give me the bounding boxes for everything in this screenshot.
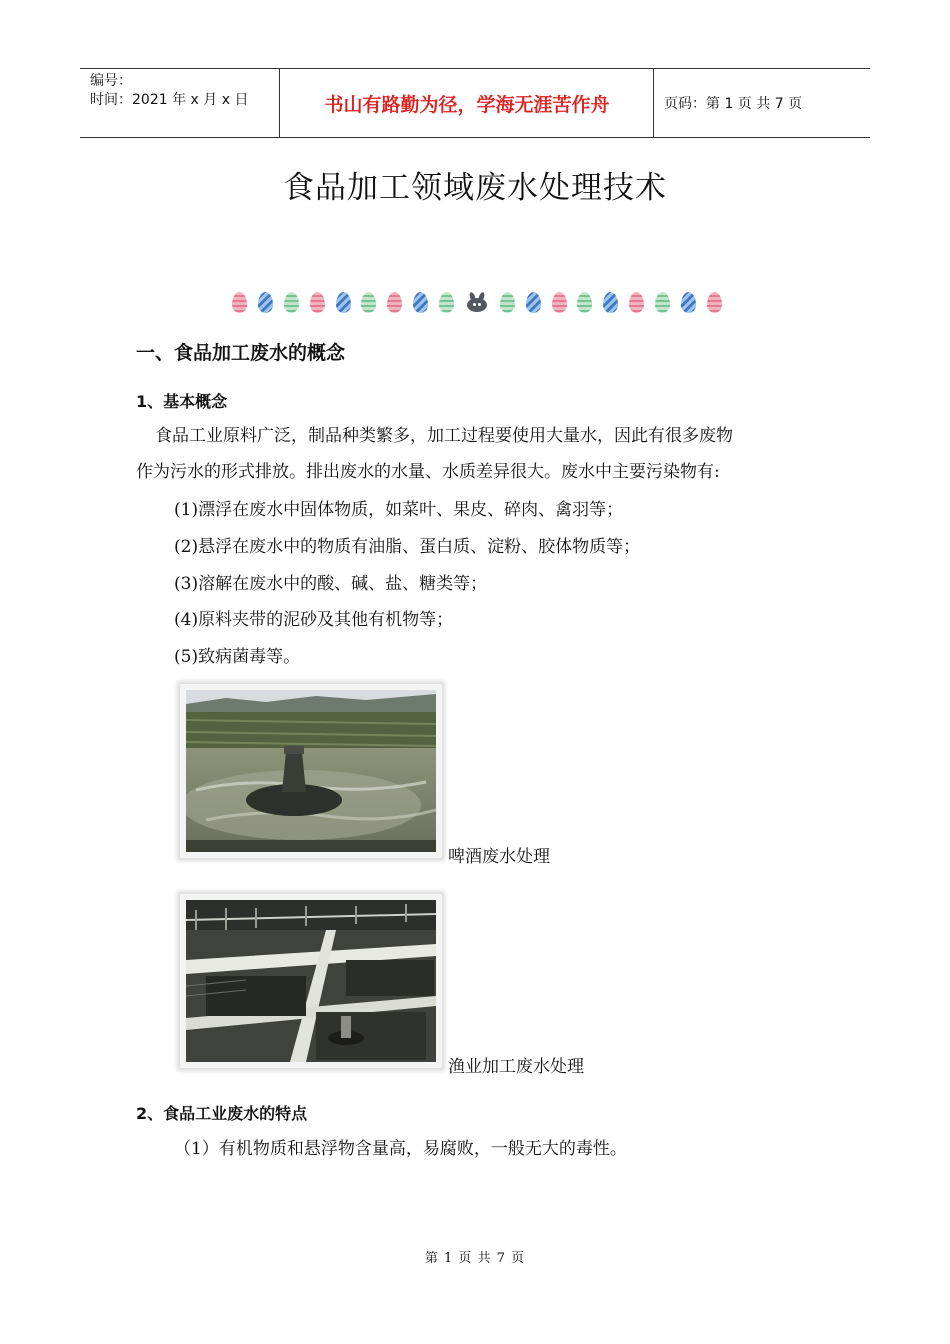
easter-egg-icon [310, 292, 325, 313]
header-info-cell [80, 69, 280, 137]
figure-caption: 啤酒废水处理 [448, 847, 550, 867]
list-item: (3)溶解在废水中的酸、碱、盐、糖类等； [174, 574, 488, 594]
easter-egg-icon [526, 292, 541, 313]
easter-egg-icon [681, 292, 696, 313]
easter-egg-icon [258, 292, 273, 313]
easter-egg-icon [361, 292, 376, 313]
fishery-wastewater-photo [180, 894, 442, 1068]
easter-egg-icon [284, 292, 299, 313]
easter-egg-icon [232, 292, 247, 313]
subsection-heading-characteristics: 2、食品工业废水的特点 [136, 1104, 308, 1123]
header-motto: 书山有路勤为径，学海无涯苦作舟 [281, 69, 654, 137]
list-item: (1)漂浮在废水中固体物质，如菜叶、果皮、碎肉、禽羽等； [174, 500, 624, 520]
easter-egg-icon [577, 292, 592, 313]
easter-egg-icon [707, 292, 722, 313]
number-label: 编号： [90, 73, 132, 89]
easter-egg-icon [500, 292, 515, 313]
paragraph-line-1: 食品工业原料广泛，制品种类繁多，加工过程要使用大量水，因此有很多废物 [155, 426, 733, 446]
easter-egg-icon [603, 292, 618, 313]
section-heading: 一、食品加工废水的概念 [136, 342, 346, 364]
easter-egg-icon [629, 292, 644, 313]
beer-wastewater-photo [180, 684, 442, 858]
header-table [80, 68, 870, 138]
bunny-icon [465, 292, 489, 312]
decorative-egg-divider [232, 289, 722, 315]
easter-egg-icon [439, 292, 454, 313]
figure-caption: 渔业加工废水处理 [448, 1057, 584, 1077]
easter-egg-icon [387, 292, 402, 313]
paragraph-line-2: 作为污水的形式排放。排出废水的水量、水质差异很大。废水中主要污染物有: [136, 462, 720, 482]
list-item: （1）有机物质和悬浮物含量高，易腐败，一般无大的毒性。 [174, 1139, 627, 1159]
easter-egg-icon [655, 292, 670, 313]
document-title: 食品加工领域废水处理技术 [283, 170, 667, 206]
page-footer: 第 1 页 共 7 页 [424, 1251, 526, 1266]
subsection-heading-basic-concept: 1、基本概念 [136, 392, 228, 411]
list-item: (5)致病菌毒等。 [174, 647, 301, 667]
easter-egg-icon [552, 292, 567, 313]
list-item: (2)悬浮在废水中的物质有油脂、蛋白质、淀粉、胶体物质等； [174, 537, 641, 557]
header-page-info: 页码：第 1 页 共 7 页 [664, 96, 803, 112]
easter-egg-icon [413, 292, 428, 313]
time-label: 时间：2021 年 x 月 x 日 [90, 92, 249, 108]
easter-egg-icon [336, 292, 351, 313]
list-item: (4)原料夹带的泥砂及其他有机物等； [174, 610, 454, 630]
